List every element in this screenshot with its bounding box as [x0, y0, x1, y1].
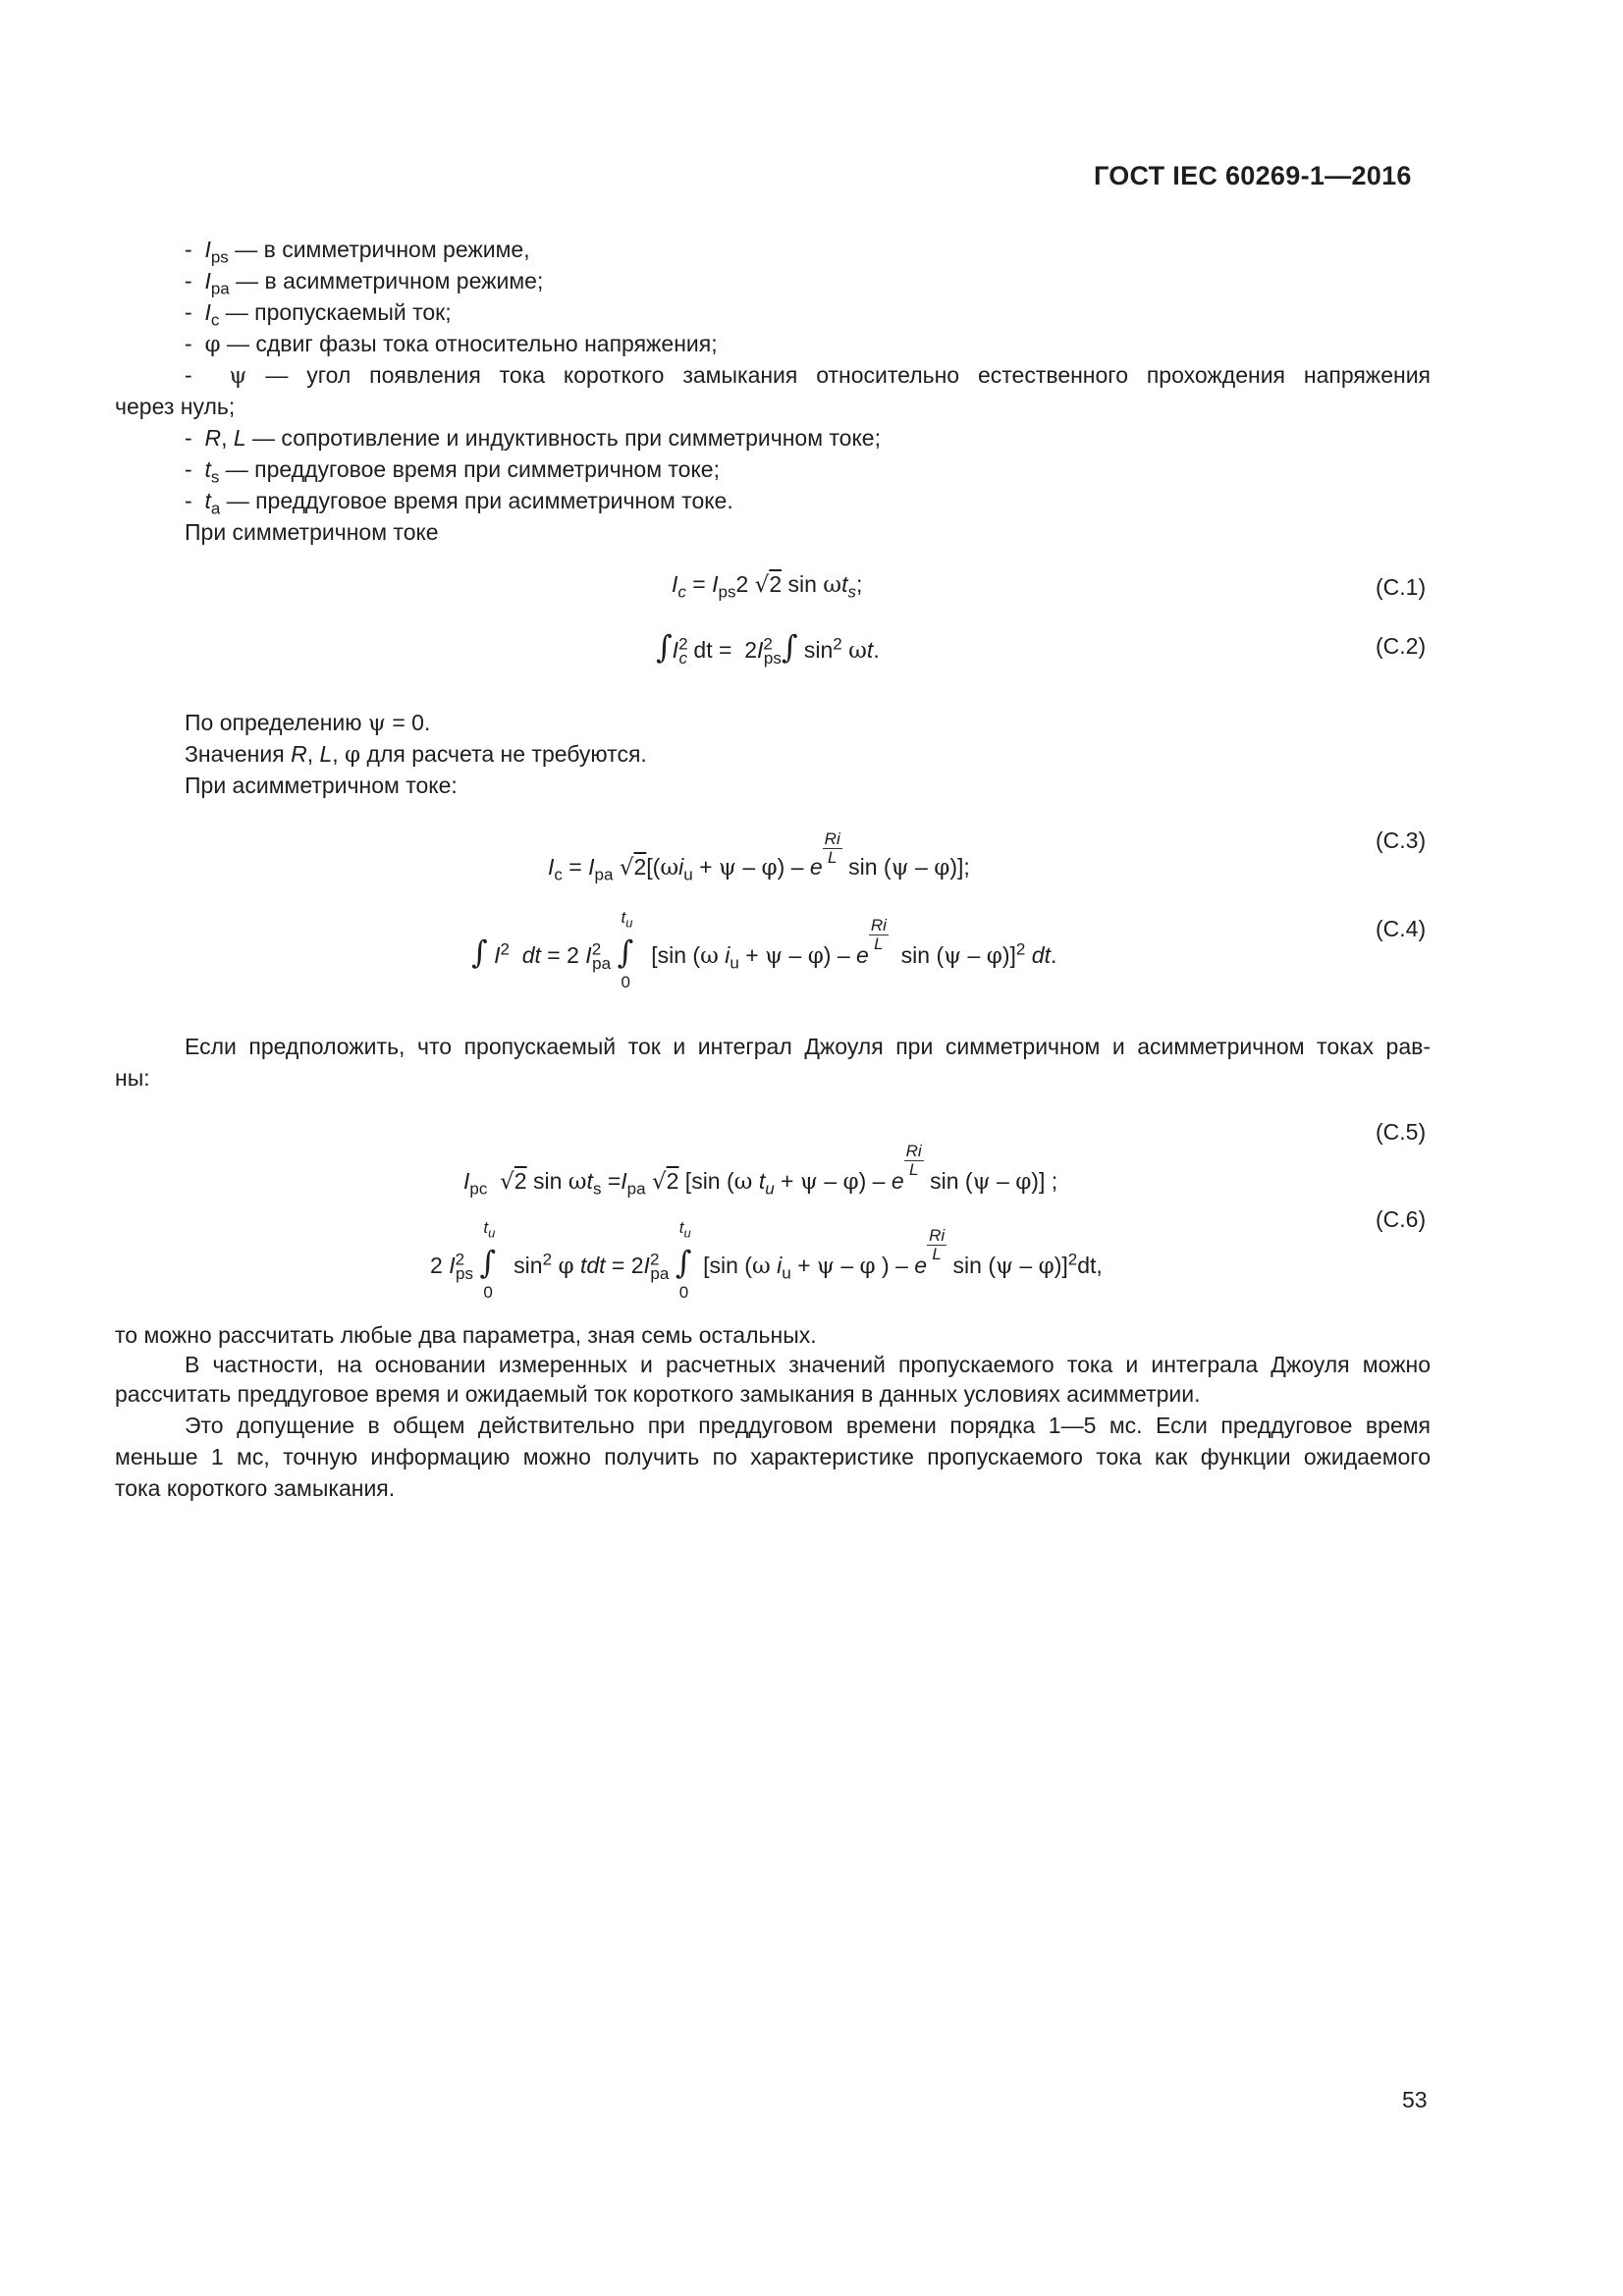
equation-number-c1: (С.1) [1376, 574, 1427, 600]
para-definition: По определению ψ = 0. [185, 710, 431, 736]
equation-c5: $I_{pc}$ √2 $\sin \omega t_s =I_{pa}$ √2 [sin (ω $t_u + \psi - \varphi) - e$ $\frac{Ri}{L}$ sin (ψ – φ)] ; [463, 1142, 1058, 1199]
equation-number-c5: (С.5) [1376, 1119, 1427, 1145]
para-if-assume: Если предположить, что пропускаемый ток и интеграл Джоуля при симметричном и асимметричном токах рав- [185, 1034, 1431, 1059]
def-psi-cont: через нуль; [115, 394, 236, 419]
para-if-assume-cont: ны: [115, 1065, 150, 1091]
equation-number-c4: (С.4) [1376, 916, 1427, 941]
equation-number-c3: (С.3) [1376, 828, 1427, 853]
equation-number-c6: (С.6) [1376, 1206, 1427, 1232]
equation-c3: $I_c = I_{pa}$ $√2[(\omega i_u + \psi - \varphi) - e$ $\frac{Ri}{L}$ sin (ψ – φ)]; [548, 829, 970, 884]
def-phi: - φ — сдвиг фазы тока относительно напряжения; [185, 331, 718, 357]
def-ta: - $t_a$ — преддуговое время при асимметричном токе. [185, 488, 733, 518]
para-assumption: Это допущение в общем действительно при преддуговом времени порядка 1—5 мс. Если преддуговое время [185, 1413, 1431, 1438]
def-ts: - $t_s$ — преддуговое время при симметричном токе; [185, 456, 720, 487]
equation-number-c2: (С.2) [1376, 633, 1427, 659]
para-asymmetric: При асимметричном токе: [185, 773, 458, 798]
page-number: 53 [1402, 2087, 1428, 2112]
equation-c6: 2 $I^2_{ps}$ ∫ $t_u$ 0 $\sin^2 \varphi$ tdt = $2I^2_{pa}$ ∫ $t_u$ 0 [sin (ω $i_u + \psi - \varphi$ ) – e $\frac{Ri}{L}$ sin (ψ – φ)]$^2$dt, [430, 1218, 1103, 1302]
def-ic: - $I_c$ — пропускаемый ток; [185, 299, 452, 330]
para-particular-cont: рассчитать преддуговое время и ожидаемый ток короткого замыкания в данных условиях асимметрии. [115, 1381, 1201, 1407]
document-header: ГОСТ IEC 60269-1—2016 [1094, 161, 1412, 190]
para-assumption-cont: меньше 1 мс, точную информацию можно получить по характеристике пропускаемого тока как функции ожидаемого [115, 1444, 1431, 1469]
para-values: Значения R, L, φ для расчета не требуются. [185, 741, 647, 768]
def-ipa: - $I_{pa}$ — в асимметричном режиме; [185, 268, 544, 298]
para-particular: В частности, на основании измеренных и расчетных значений пропускаемого тока и интеграла Джоуля можно [185, 1352, 1431, 1377]
equation-c1: $I_c = I_{ps}2$ √2 $\sin \omega t_s$; [672, 571, 863, 602]
para-then: то можно рассчитать любые два параметра, зная семь остальных. [115, 1322, 817, 1348]
def-rl: - R, L — сопротивление и индуктивность при симметричном токе; [185, 425, 881, 451]
def-psi: - ψ — угол появления тока короткого замыкания относительно естественного прохождения напряжения [185, 362, 1431, 389]
def-ips: - $I_{ps}$ — в симметричном режиме, [185, 237, 530, 267]
para-assumption-end: тока короткого замыкания. [115, 1475, 396, 1501]
para-symmetric: При симметричном токе [185, 519, 439, 545]
equation-c4: ∫ $I^2$ dt = 2 $I^2_{pa}$ ∫ $t_u$ 0 [sin (ω $i_u + \psi - \varphi) - e$ $\frac{Ri}{L}$ sin (ψ – φ)]$^2$ dt. [471, 908, 1057, 991]
equation-c2: $\int I^2_c$ dt = $2I^2_{ps}\int$ $\sin^2 \omega t$. [656, 628, 880, 667]
